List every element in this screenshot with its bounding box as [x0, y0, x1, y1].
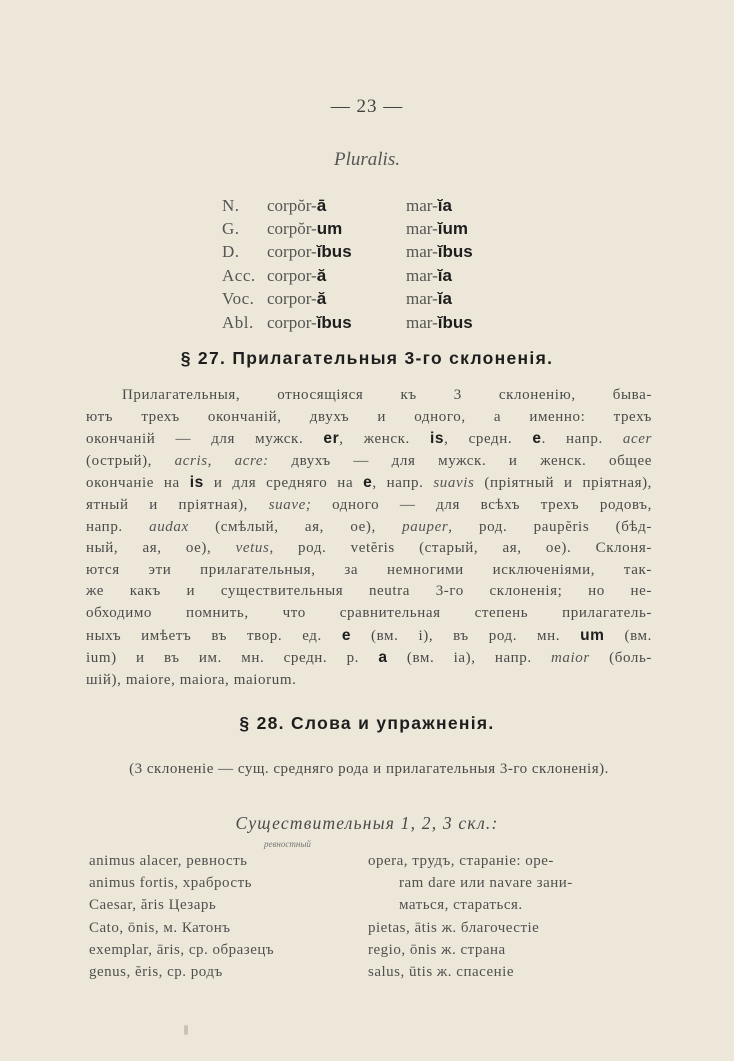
paper-speck [184, 1025, 188, 1035]
declension-row [222, 217, 473, 240]
declension-row [222, 264, 473, 287]
vocab-entry: animus fortis, храбрость [89, 875, 252, 892]
page-number: — 23 — [330, 96, 404, 117]
case-label: N. [222, 195, 240, 215]
corpus-form: corpor-ă [267, 289, 327, 309]
case-label: Acc. [222, 265, 256, 285]
paragraph-line: ются эти прилагательныя, за немногими исключеніями, так- [86, 561, 652, 578]
paragraph-line: напр. audax (смѣлый, ая, ое), pauper, род. paupĕris (бѣд- [86, 518, 652, 535]
section-27-heading: § 27. Прилагательныя 3-го склоненія. [180, 348, 554, 368]
mare-form: mar-ĭum [406, 219, 468, 239]
plural-title: Pluralis. [334, 149, 400, 170]
section-27-paragraph [86, 385, 652, 691]
case-label: G. [222, 219, 240, 239]
vocab-entry: Cato, ōnis, м. Катонъ [89, 919, 231, 936]
mare-form: mar-ĭbus [406, 242, 473, 262]
paragraph-line: ный, ая, ое), vetus, род. vetĕris (старый, ая, ое). Склоня- [86, 540, 652, 557]
declension-row [222, 288, 473, 311]
paragraph-line: ютъ трехъ окончаній, двухъ и одного, а именно: трехъ [86, 408, 652, 425]
paragraph-line: ium) и въ им. мн. средн. р. а (вм. ia), напр. maior (боль- [86, 649, 653, 667]
corpus-form: corpŏr-um [267, 219, 343, 239]
vocab-entry: exemplar, āris, ср. образецъ [89, 941, 275, 958]
vocabulary-subtitle: Существительныя 1, 2, 3 скл.: [235, 813, 499, 833]
declension-row [222, 311, 473, 334]
declension-row [222, 194, 473, 217]
handwritten-note: ревностный [264, 839, 311, 849]
case-label: Abl. [222, 312, 254, 332]
paragraph-line: окончаній — для мужск. er, женск. is, средн. е. напр. acer [86, 430, 652, 448]
mare-form: mar-ĭa [406, 289, 452, 309]
corpus-form: corpŏr-ā [267, 195, 327, 215]
declension-row [222, 241, 473, 264]
corpus-form: corpor-ĭbus [267, 312, 352, 332]
paragraph-line: шій), maiore, maiora, maiorum. [86, 671, 297, 688]
vocab-entry: genus, ĕris, ср. родъ [89, 964, 223, 981]
paragraph-line: ныхъ имѣетъ въ твор. ед. е (вм. i), въ род. мн. um (вм. [86, 626, 652, 644]
vocab-entry: pietas, ātis ж. благочестіе [368, 919, 540, 936]
vocabulary-right-column [368, 850, 573, 983]
paragraph-line: (острый), acris, acre: двухъ — для мужск. и женск. общее [86, 452, 652, 469]
vocab-entry: regio, ōnis ж. страна [368, 941, 506, 958]
paragraph-line: обходимо помнить, что сравнительная степень прилагатель- [86, 604, 652, 621]
vocab-entry: Caesar, ăris Цезарь [89, 897, 217, 914]
mare-form: mar-ĭa [406, 195, 452, 215]
vocab-entry: opera, трудъ, стараніе: ope- [368, 853, 554, 869]
corpus-form: corpor-ă [267, 265, 327, 285]
mare-form: mar-ĭa [406, 265, 452, 285]
vocab-entry: salus, ūtis ж. спасеніе [368, 964, 514, 981]
vocab-entry: animus alacer, ревность [89, 853, 248, 869]
case-label: Voc. [222, 289, 255, 309]
vocab-entry: ram dare или navare зани- [399, 875, 573, 892]
paragraph-line: Прилагательныя, относящіяся къ 3 склоненію, быва- [122, 387, 652, 403]
case-label: D. [222, 242, 240, 262]
paragraph-line: ятный и пріятная), suave; одного — для всѣхъ трехъ родовъ, [86, 496, 652, 513]
declension-table [222, 194, 473, 334]
section-28-heading: § 28. Слова и упражненія. [239, 713, 495, 733]
section-28-intro: (3 склоненіе — сущ. средняго рода и прилагательныя 3-го склоненія). [129, 761, 609, 777]
vocabulary-left-column [89, 850, 274, 983]
vocab-entry: маться, стараться. [399, 897, 523, 914]
paragraph-line: окончаніе на is и для средняго на е, напр. suavis (пріятный и пріятная), [86, 474, 653, 492]
mare-form: mar-ĭbus [406, 312, 473, 332]
corpus-form: corpor-ĭbus [267, 242, 352, 262]
paragraph-line: же какъ и существительныя neutra 3-го склоненія; но не- [86, 583, 652, 600]
